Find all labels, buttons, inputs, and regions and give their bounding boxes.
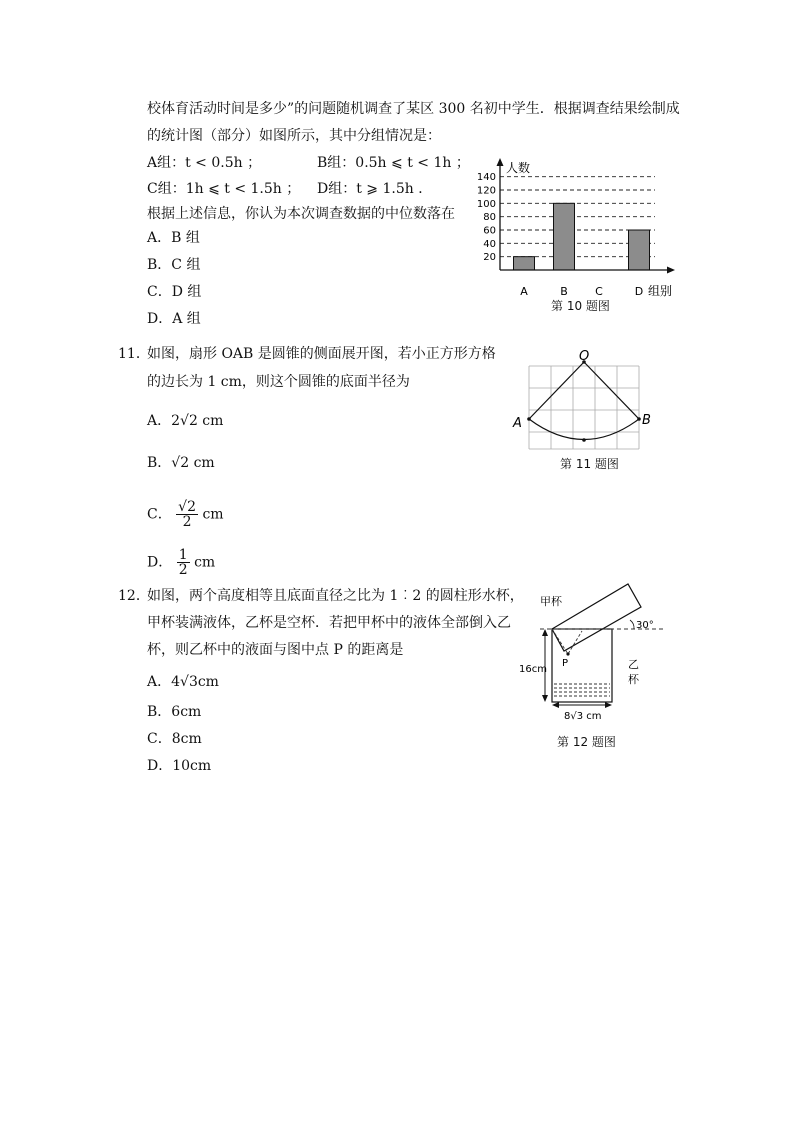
q12-label-cup-b2: 杯	[628, 673, 639, 686]
q11-radius-oa	[529, 362, 584, 419]
q11-label-b: B	[642, 413, 651, 428]
q11-label-o: O	[579, 349, 590, 364]
q10-y-tick-label: 80	[483, 212, 496, 224]
q12-number: 12．	[118, 588, 150, 604]
q11-option-b: B．√2 cm	[147, 455, 215, 471]
q11-option-c-label: C．	[147, 506, 172, 523]
q10-y-tick-label: 60	[483, 225, 496, 237]
q10-y-tick-label: 20	[483, 252, 496, 264]
q11-option-c-fraction	[176, 500, 198, 529]
q10-y-tick-label: 100	[476, 198, 496, 210]
q10-group-b: B组：0.5h ⩽ t < 1h ；	[317, 155, 470, 171]
q12-label-width: 8√3 cm	[564, 711, 602, 722]
q12-option-b: B．6cm	[147, 704, 202, 720]
q10-y-axis-label: 人数	[506, 161, 531, 175]
q11-option-d-unit: cm	[194, 554, 216, 571]
q10-y-tick-label: 140	[476, 172, 496, 184]
q11-option-d-label: D．	[147, 554, 173, 571]
q11-option-d-den: 2	[178, 562, 188, 578]
q12-option-a: A．4√3cm	[147, 674, 219, 690]
q10-option-a: A．B 组	[147, 230, 200, 246]
q12-option-d: D．10cm	[147, 758, 212, 774]
q10-line1: 校体育活动时间是多少”的问题随机调查了某区 300 名初中学生．根据调查结果绘制成	[147, 101, 680, 117]
q10-y-tick-label: 40	[483, 238, 496, 250]
q12-point-p: P	[562, 658, 569, 669]
q10-option-c: C．D 组	[147, 284, 202, 300]
q10-group-c: C组：1h ⩽ t < 1.5h ；	[147, 181, 301, 197]
q11-label-a: A	[513, 416, 522, 431]
q11-arc-ab	[529, 419, 639, 440]
q11-option-c	[147, 500, 224, 529]
q11-caption: 第 11 题图	[560, 457, 619, 471]
q12-label-cup-b1: 乙	[628, 658, 639, 671]
q10-bar-a	[514, 257, 535, 270]
q10-stem: 根据上述信息，你认为本次调查数据的中位数落在	[147, 206, 455, 222]
q12-option-c: C．8cm	[147, 731, 202, 747]
q12-caption: 第 12 题图	[557, 735, 616, 749]
q10-bar-chart	[470, 158, 685, 303]
q11-option-c-den: 2	[182, 514, 192, 530]
q10-x-axis-label: 组别	[648, 284, 673, 298]
q11-option-c-unit: cm	[202, 506, 224, 523]
q10-group-d: D组：t ⩾ 1.5h ．	[317, 181, 433, 197]
q11-radius-ob	[584, 362, 639, 419]
q10-bar-d	[629, 230, 650, 270]
q11-option-d-fraction	[177, 548, 190, 577]
q11-line2: 的边长为 1 cm，则这个圆锥的底面半径为	[147, 374, 410, 390]
q10-category-label: C	[595, 285, 603, 298]
q11-number: 11．	[118, 346, 150, 362]
q10-category-label: B	[560, 285, 568, 298]
q10-option-b: B．C 组	[147, 257, 201, 273]
q11-option-a: A．2√2 cm	[147, 413, 224, 429]
q12-line3: 杯，则乙杯中的液面与图中点 P 的距离是	[147, 642, 404, 658]
q10-group-a: A组：t < 0.5h ；	[147, 155, 262, 171]
q12-cup-a-shape	[552, 584, 641, 651]
q10-caption: 第 10 题图	[551, 299, 610, 313]
q12-cups-diagram	[510, 580, 685, 730]
q11-option-d	[147, 548, 215, 577]
q10-bar-b	[554, 203, 575, 270]
q12-label-height: 16cm	[519, 664, 547, 675]
q12-liquid-lines	[554, 684, 610, 696]
q11-line1: 如图，扇形 OAB 是圆锥的侧面展开图，若小正方形方格	[147, 346, 496, 362]
q12-line1: 如图，两个高度相等且底面直径之比为 1︰2 的圆柱形水杯，	[147, 588, 524, 604]
q11-option-c-num: √2	[178, 499, 196, 515]
q12-label-cup-a: 甲杯	[540, 595, 562, 608]
q11-grid	[529, 366, 639, 449]
q12-label-angle: 30°	[636, 620, 654, 631]
q10-category-label: A	[520, 285, 528, 298]
q10-category-label: D	[634, 285, 644, 298]
q10-line2: 的统计图（部分）如图所示，其中分组情况是：	[147, 128, 441, 144]
q11-option-d-num: 1	[178, 547, 188, 563]
q11-sector-diagram	[505, 348, 665, 458]
q10-y-tick-label: 120	[476, 185, 496, 197]
q10-option-d: D．A 组	[147, 311, 201, 327]
q12-line2: 甲杯装满液体，乙杯是空杯．若把甲杯中的液体全部倒入乙	[147, 615, 511, 631]
